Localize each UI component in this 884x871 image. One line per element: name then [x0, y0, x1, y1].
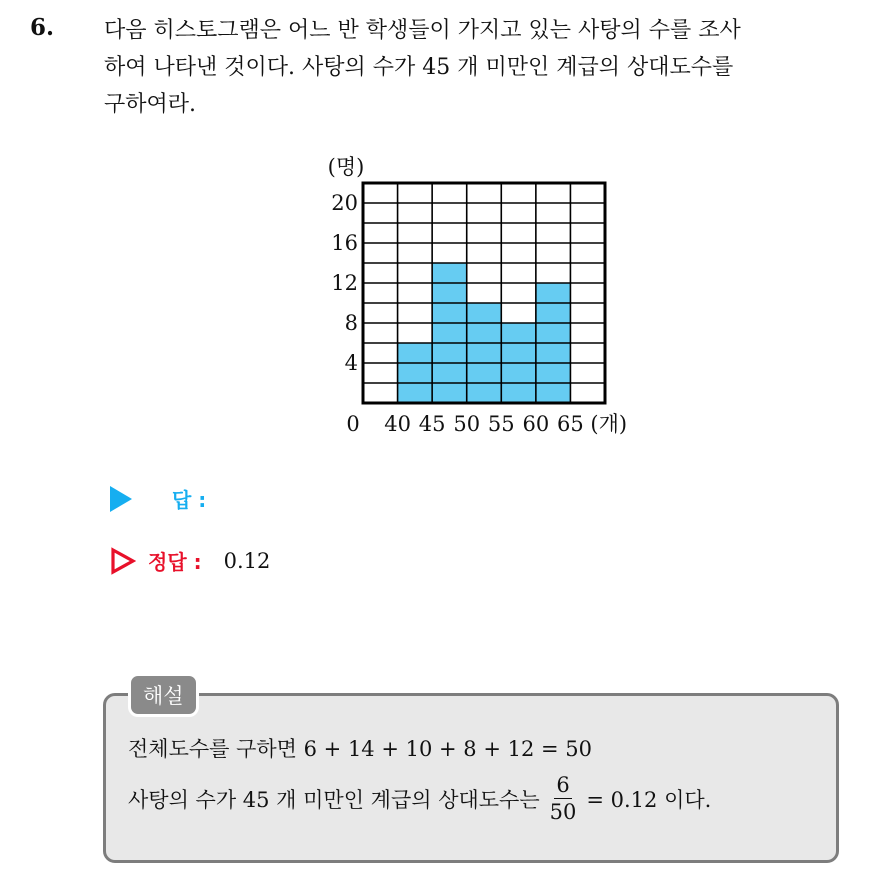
question-line-3: 구하여라. [104, 92, 197, 117]
x-tick-label: 40 [384, 412, 411, 436]
explanation-text-before: 사탕의 수가 45 개 미만인 계급의 상대도수는 [128, 787, 540, 812]
origin-label: 0 [346, 412, 360, 436]
x-tick-label: 65 [557, 412, 584, 436]
y-tick-label: 12 [331, 271, 358, 295]
fraction-denominator: 50 [549, 800, 577, 824]
correct-answer-value: 0.12 [223, 548, 271, 573]
answer-label: 답 : [172, 488, 207, 512]
y-tick-label: 20 [331, 191, 358, 215]
question-number: 6. [30, 14, 55, 41]
fraction-numerator: 6 [556, 773, 570, 797]
histogram [318, 148, 658, 448]
x-axis-label: (개) [590, 412, 628, 436]
x-tick-label: 50 [453, 412, 481, 436]
y-axis-label: (명) [327, 155, 365, 179]
correct-answer-row [110, 546, 270, 575]
y-tick-label: 4 [344, 351, 358, 375]
correct-answer-label: 정답 : [148, 550, 202, 574]
question-line-2: 하여 나타낸 것이다. 사탕의 수가 45 개 미만인 계급의 상대도수를 [104, 55, 734, 80]
explanation-text-after: = 0.12 이다. [586, 787, 712, 812]
question-text [104, 12, 866, 123]
outline-triangle-icon [110, 547, 136, 575]
x-tick-label: 55 [487, 412, 515, 436]
question-line-1: 다음 히스토그램은 어느 반 학생들이 가지고 있는 사탕의 수를 조사 [104, 18, 741, 43]
x-tick-label: 45 [418, 412, 446, 436]
play-triangle-icon [110, 486, 132, 512]
explanation-tag: 해설 [128, 673, 199, 717]
y-tick-label: 8 [344, 311, 358, 335]
histogram-bar-45-50 [432, 263, 467, 403]
y-tick-label: 16 [331, 231, 358, 255]
histogram-bar-50-55 [467, 303, 502, 403]
explanation-line-2 [128, 772, 711, 825]
histogram-bar-40-45 [398, 343, 433, 403]
fraction [548, 772, 579, 825]
x-tick-label: 60 [522, 412, 550, 436]
answer-row [110, 484, 228, 513]
explanation-line-1: 전체도수를 구하면 6 + 14 + 10 + 8 + 12 = 50 [128, 737, 592, 761]
